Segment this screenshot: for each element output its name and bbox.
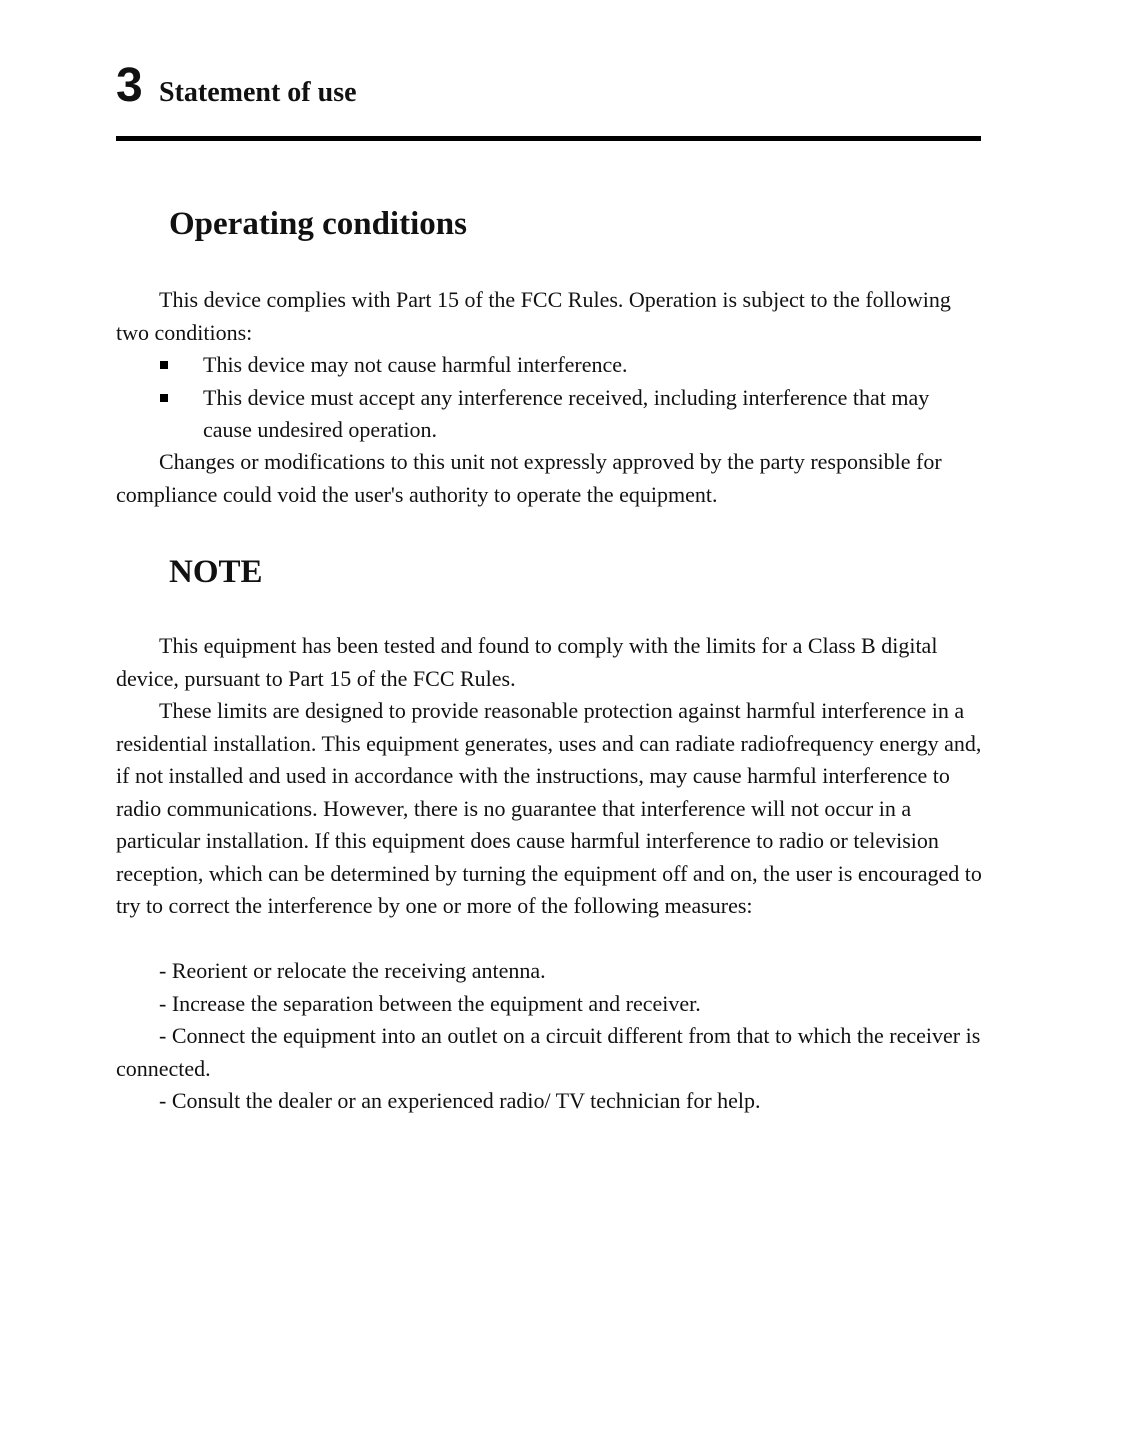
- operating-conditions-intro: This device complies with Part 15 of the FCC Rules. Operation is subject to the following two conditions:: [116, 287, 951, 345]
- note-paragraph-2: These limits are designed to provide reasonable protection against harmful interference in a residential installation. This equipment generates, uses and can radiate radiofrequency energy and, if not installed and used in accordance with the instructions, may cause harmful interference to radio communications. However, there is no guarantee that interference will not occur in a particular installation. If this equipment does cause harmful interference to radio or television reception, which can be determined by turning the equipment off and on, the user is encouraged to try to correct the interference by one or more of the following measures:: [116, 698, 982, 918]
- chapter-header: [116, 58, 981, 116]
- note-heading: NOTE: [169, 554, 263, 590]
- chapter-number: 3: [116, 59, 143, 112]
- measure-3: - Connect the equipment into an outlet on a circuit different from that to which the receiver is connected.: [116, 1023, 981, 1081]
- chapter-divider: [116, 136, 981, 141]
- note-paragraph-1: This equipment has been tested and found to comply with the limits for a Class B digital device, pursuant to Part 15 of the FCC Rules.: [116, 633, 938, 691]
- conditions-list: [116, 349, 982, 447]
- changes-warning: Changes or modifications to this unit not expressly approved by the party responsible for compliance could void the user's authority to operate the equipment.: [116, 449, 942, 507]
- condition-text: This device must accept any interference received, including interference that may cause undesired operation.: [203, 384, 930, 442]
- measure-1: - Reorient or relocate the receiving antenna.: [159, 958, 546, 983]
- square-bullet-icon: [160, 361, 168, 369]
- condition-text: This device may not cause harmful interference.: [203, 352, 628, 377]
- square-bullet-icon: [160, 394, 168, 402]
- measure-2: - Increase the separation between the equipment and receiver.: [159, 991, 701, 1016]
- chapter-title: Statement of use: [159, 77, 357, 108]
- list-item: [116, 382, 982, 447]
- operating-conditions-heading: Operating conditions: [169, 206, 467, 242]
- measure-4: - Consult the dealer or an experienced radio/ TV technician for help.: [159, 1088, 761, 1113]
- list-item: [116, 349, 982, 382]
